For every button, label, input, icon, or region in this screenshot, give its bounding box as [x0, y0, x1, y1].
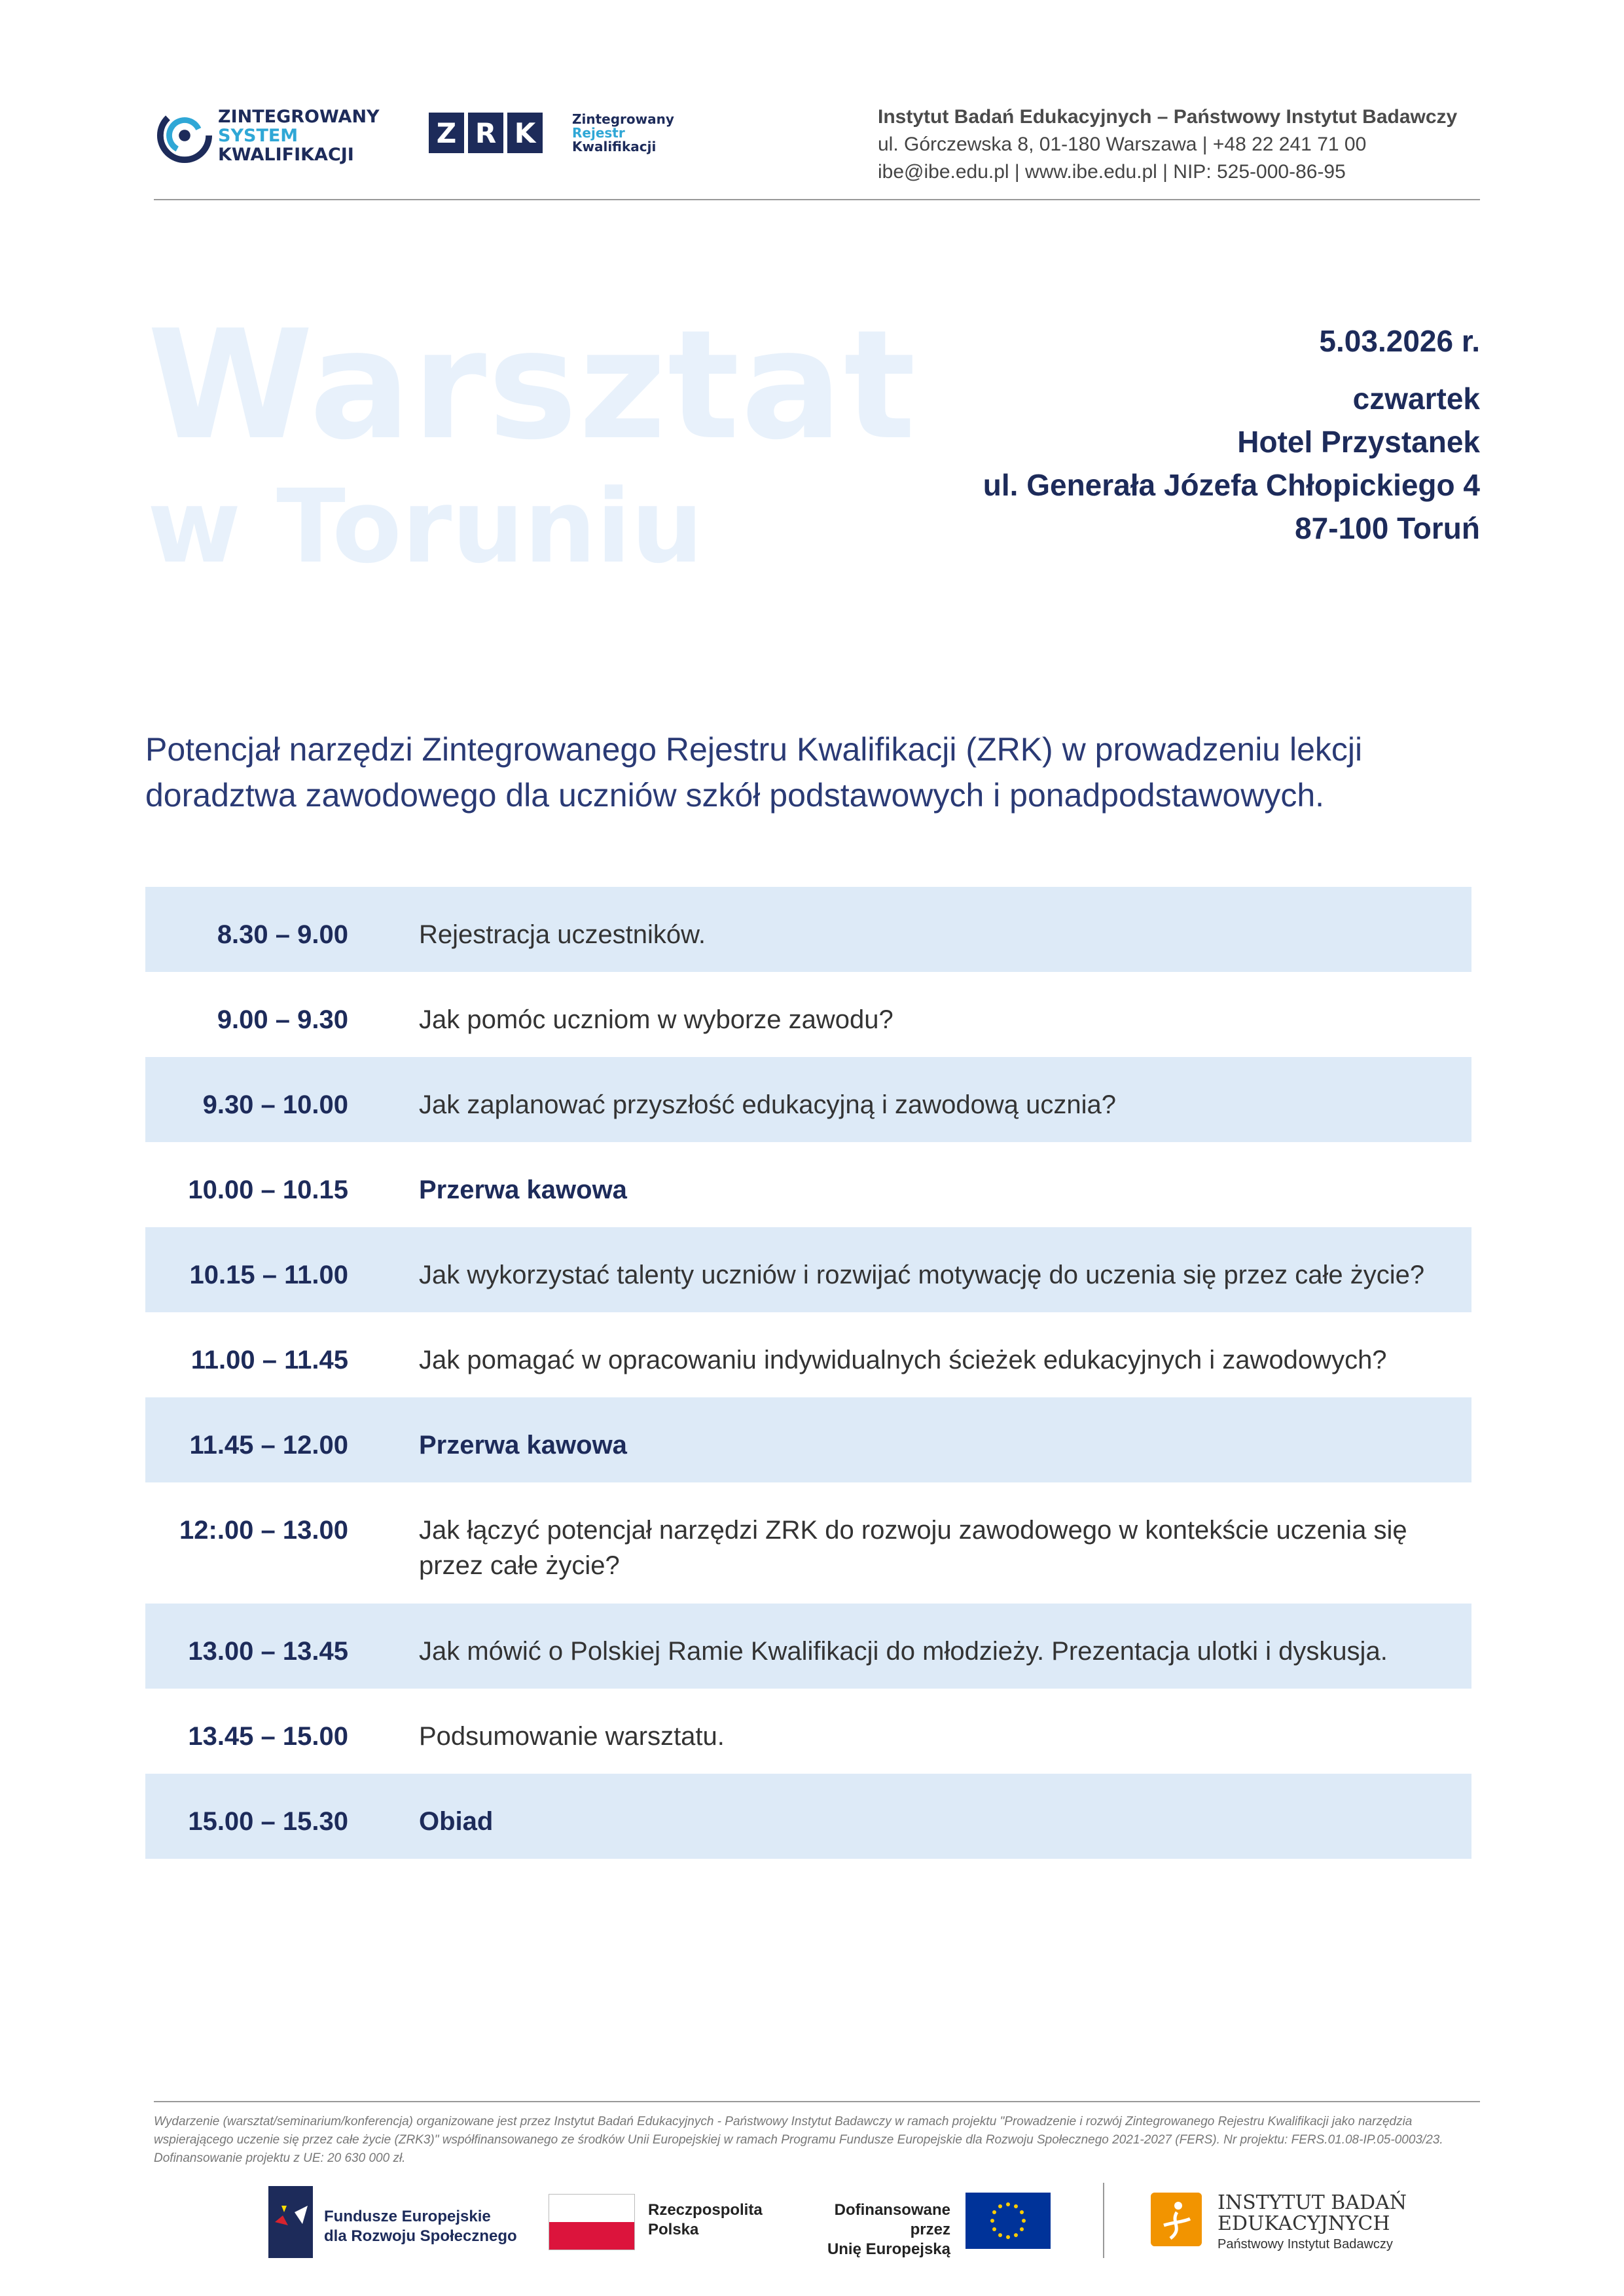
agenda-row: [145, 1142, 1471, 1227]
zrk-letter: R: [468, 113, 503, 153]
agenda-desc: Przerwa kawowa: [419, 1175, 627, 1204]
institute-name: Instytut Badań Edukacyjnych – Państwowy Instytut Badawczy: [878, 106, 1458, 128]
event-day: czwartek: [1352, 382, 1480, 416]
agenda-desc: Jak łączyć potencjał narzędzi ZRK do rozwoju zawodowego w kontekście uczenia się przez całe życie?: [419, 1516, 1407, 1580]
agenda-desc: Przerwa kawowa: [419, 1431, 627, 1460]
agenda-row: [145, 972, 1471, 1057]
zrk-letter: K: [507, 113, 543, 153]
agenda-row: [145, 1482, 1471, 1604]
institute-address: ul. Górczewska 8, 01-180 Warszawa | +48 22 241 71 00: [878, 134, 1367, 155]
zsk-logo-icon: [156, 107, 213, 164]
agenda-time: 10.15 – 11.00: [189, 1261, 348, 1289]
ue-text: Dofinansowane przez Unię Europejską: [827, 2201, 950, 2258]
agenda-row: [145, 1057, 1471, 1142]
agenda-row: [145, 1689, 1471, 1774]
zrk-logo-text: Zintegrowany Rejestr Kwalifikacji: [572, 111, 674, 154]
footer-divider: [154, 2101, 1480, 2102]
agenda-desc: Obiad: [419, 1807, 494, 1836]
agenda-desc: Jak zaplanować przyszłość edukacyjną i zawodową ucznia?: [419, 1090, 1116, 1119]
intro-text: Potencjał narzędzi Zintegrowanego Rejestru Kwalifikacji (ZRK) w prowadzeniu lekcji doradztwa zawodowego dla uczniów szkół podstawowych i ponadpodstawowych.: [145, 731, 1363, 814]
eu-flag-icon: [965, 2193, 1051, 2249]
agenda-desc: Podsumowanie warsztatu.: [419, 1722, 725, 1751]
agenda-desc: Jak pomóc uczniom w wyborze zawodu?: [419, 1005, 893, 1034]
event-date: 5.03.2026 r.: [1319, 324, 1480, 358]
agenda-table: [145, 887, 1471, 1859]
institute-header: [878, 103, 1480, 186]
event-city: 87-100 Toruń: [1295, 511, 1480, 545]
agenda-desc: Jak mówić o Polskiej Ramie Kwalifikacji do młodzieży. Prezentacja ulotki i dyskusja.: [419, 1637, 1388, 1666]
agenda-time: 12:.00 – 13.00: [179, 1516, 348, 1545]
footer-separator: [1103, 2183, 1104, 2258]
fe-text: Fundusze Europejskie dla Rozwoju Społecznego: [324, 2208, 517, 2245]
agenda-desc: Rejestracja uczestników.: [419, 920, 706, 949]
agenda-time: 13.00 – 13.45: [188, 1637, 348, 1666]
ibe-logo-text: INSTYTUT BADAŃ EDUKACYJNYCH: [1218, 2191, 1407, 2235]
event-info: [983, 319, 1480, 550]
agenda-time: 9.00 – 9.30: [217, 1005, 348, 1034]
agenda-time: 15.00 – 15.30: [188, 1807, 348, 1836]
ibe-logo-subtitle: Państwowy Instytut Badawczy: [1218, 2237, 1393, 2251]
agenda-row: [145, 1397, 1471, 1482]
footer-disclaimer: Wydarzenie (warsztat/seminarium/konferencja) organizowane jest przez Instytut Badań Edukacyjnych - Państwowy Instytut Badawczy w ramach projektu "Prowadzenie i rozwój Zintegrowanego Rejestru Kwalifikacji jako narzędzia wspierającego uczenie się przez całe życie (ZRK3)" współfinansowanego ze środków Unii Europejskiej w ramach Programu Fundusze Europejskie dla Rozwoju Społecznego 2021-2027 (FERS). Nr projektu: FERS.01.08-IP.05-0003/23. Dofinansowanie projektu z UE: 20 630 000 zł.: [154, 2115, 1443, 2165]
zrk-letter: Z: [429, 113, 464, 153]
agenda-time: 11.45 – 12.00: [189, 1431, 348, 1460]
event-venue: Hotel Przystanek: [1237, 425, 1480, 459]
agenda-row: [145, 887, 1471, 972]
agenda-row: [145, 1312, 1471, 1397]
zrk-logo: [429, 113, 543, 153]
title-line1: Warsztat: [147, 298, 917, 473]
agenda-time: 11.00 – 11.45: [190, 1346, 348, 1374]
header-divider: [154, 199, 1480, 200]
agenda-row: [145, 1604, 1471, 1689]
fe-logo-icon: [268, 2186, 313, 2258]
title-line2: w Toruniu: [147, 467, 704, 586]
agenda-desc: Jak pomagać w opracowaniu indywidualnych ścieżek edukacyjnych i zawodowych?: [419, 1346, 1387, 1374]
agenda-row: [145, 1774, 1471, 1859]
agenda-time: 10.00 – 10.15: [188, 1175, 348, 1204]
event-street: ul. Generała Józefa Chłopickiego 4: [983, 468, 1480, 502]
institute-contact: ibe@ibe.edu.pl | www.ibe.edu.pl | NIP: 525-000-86-95: [878, 161, 1346, 183]
agenda-time: 9.30 – 10.00: [202, 1090, 348, 1119]
agenda-time: 13.45 – 15.00: [188, 1722, 348, 1751]
rp-text: Rzeczpospolita Polska: [648, 2201, 763, 2238]
ibe-logo-icon: [1151, 2193, 1202, 2246]
zsk-logo-text: ZINTEGROWANY SYSTEM KWALIFIKACJI: [218, 107, 380, 165]
pl-flag-icon: [549, 2194, 635, 2250]
agenda-row: [145, 1227, 1471, 1312]
agenda-desc: Jak wykorzystać talenty uczniów i rozwijać motywację do uczenia się przez całe życie?: [419, 1261, 1425, 1289]
agenda-time: 8.30 – 9.00: [217, 920, 348, 949]
